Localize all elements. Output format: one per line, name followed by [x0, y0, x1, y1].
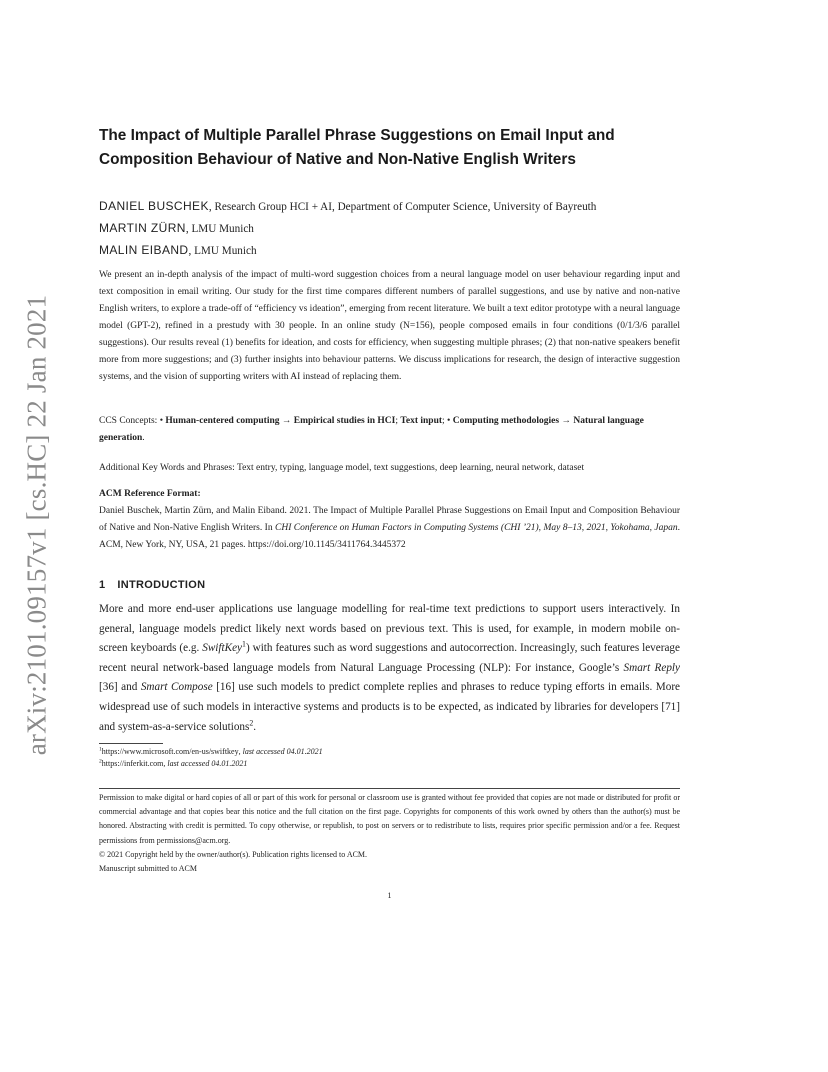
author-affiliation: , LMU Munich — [188, 245, 257, 257]
section-title: INTRODUCTION — [117, 579, 206, 591]
footnote-note: , last accessed 04.01.2021 — [238, 747, 323, 756]
permission-divider — [99, 788, 680, 789]
footnote-note: , last accessed 04.01.2021 — [163, 758, 248, 768]
author-affiliation: , LMU Munich — [185, 223, 254, 235]
author-line — [99, 240, 680, 262]
ccs-separator: ; • — [442, 416, 453, 426]
manuscript-text: Manuscript submitted to ACM — [99, 864, 197, 874]
paper-title: The Impact of Multiple Parallel Phrase Suggestions on Email Input and Composition Behaviour of Native and Non-Native English Writers — [99, 127, 615, 168]
ccs-prefix: CCS Concepts: • — [99, 416, 166, 426]
footnote-mark: 2 — [99, 757, 102, 764]
arxiv-stamp-text: arXiv:2101.09157v1 [cs.HC] 22 Jan 2021 — [21, 294, 52, 756]
footnote-divider — [99, 743, 163, 744]
author-name: MALIN EIBAND — [99, 243, 189, 257]
ccs-end: . — [142, 433, 145, 443]
ccs-concept: Human-centered computing — [165, 416, 280, 426]
intro-paragraph — [99, 600, 680, 737]
section-number: 1 — [99, 579, 106, 591]
copyright-text: © 2021 Copyright held by the owner/author(s). Publication rights licensed to ACM. — [99, 849, 368, 859]
ccs-concept: Natural language generation — [99, 416, 644, 443]
author-affiliation: , Research Group HCI + AI, Department of Computer Science, University of Bayreuth — [208, 201, 597, 213]
footnote-url[interactable]: https://www.microsoft.com/en-us/swiftkey — [101, 747, 239, 756]
acm-reference — [99, 486, 680, 554]
author-name: DANIEL BUSCHEK — [99, 199, 209, 213]
author-line — [99, 196, 680, 218]
intro-text: [36] and — [99, 681, 141, 694]
intro-smart-reply: Smart Reply — [623, 661, 680, 674]
intro-text: ) with features such as word suggestions and autocorrection. Increasingly, such features leverage recent neural network-based language models from Natural Language Processing (NLP): For instance, Google’s — [99, 642, 680, 674]
acm-reference-part2: . ACM, New York, NY, USA, 21 pages. https://doi.org/10.1145/3411764.3445372 — [99, 523, 680, 550]
page-number: 1 — [387, 891, 392, 900]
ccs-concept: Computing methodologies — [452, 416, 560, 426]
ccs-concepts — [99, 413, 680, 447]
arxiv-stamp — [20, 290, 54, 760]
footnote-url[interactable]: https://inferkit.com — [101, 758, 164, 768]
footnote-mark: 1 — [99, 746, 102, 753]
section-heading — [99, 579, 680, 591]
keywords: Additional Key Words and Phrases: Text entry, typing, language model, text suggestions, deep learning, neural network, dataset — [99, 463, 585, 473]
ccs-arrow: → — [559, 416, 574, 426]
footnote — [99, 758, 680, 770]
footnotes — [99, 746, 680, 769]
acm-reference-venue: CHI Conference on Human Factors in Computing Systems (CHI ’21), May 8–13, 2021, Yokohama, Japan — [275, 523, 678, 533]
footnote — [99, 746, 680, 758]
ccs-arrow: → — [279, 416, 294, 426]
abstract: We present an in-depth analysis of the impact of multi-word suggestion choices from a neural language model on user behaviour regarding input and text composition in email writing. Our study for the first time compares different numbers of parallel suggestions, and use by native and non-native English writers, to explore a trade-off of “efficiency vs ideation”, emerging from recent literature. We built a text editor prototype with a neural language model (GPT-2), refined in a prestudy with 30 people. In an online study (N=156), people composed emails in four conditions (0/1/3/6 parallel suggestions). Our results reveal (1) benefits for ideation, and costs for efficiency, when suggesting multiple phrases; (2) that non-native speakers benefit more from more suggestions; and (3) further insights into behaviour patterns. We discuss implications for research, the design of interactive suggestion systems, and the vision of supporting writers with AI instead of replacing them. — [99, 270, 680, 382]
ccs-concept: Empirical studies in HCI — [293, 416, 396, 426]
intro-swiftkey: SwiftKey — [202, 642, 243, 655]
permission-text: Permission to make digital or hard copies of all or part of this work for personal or classroom use is granted without fee provided that copies are not made or distributed for profit or commercial advantage and that copies bear this notice and the full citation on the first page. Copyrights for components of this work owned by others than the author(s) must be honored. Abstracting with credit is permitted. To copy otherwise, or republish, to post on servers or to redistribute to lists, requires prior specific permission and/or a fee. Request permissions from permissions@acm.org. — [99, 793, 680, 845]
author-name: MARTIN ZÜRN — [99, 221, 186, 235]
intro-text: [16] use such models to predict complete replies and phrases to reduce typing efforts in emails. More widespread use of such models in interactive systems and products is to be expected, as indicated by libraries for developers [71] and system-as-a-service solutions — [99, 681, 681, 733]
author-line — [99, 218, 680, 240]
acm-reference-part1: Daniel Buschek, Martin Zürn, and Malin Eiband. 2021. The Impact of Multiple Parallel Phrase Suggestions on Email Input and Composition Behaviour of Native and Non-Native English Writers. In — [99, 506, 680, 533]
acm-reference-heading: ACM Reference Format: — [99, 489, 201, 499]
intro-text: . — [253, 720, 257, 733]
intro-smart-compose: Smart Compose — [140, 681, 213, 694]
acm-reference-body — [99, 503, 680, 554]
author-list — [99, 196, 680, 262]
ccs-separator: ; — [395, 416, 401, 426]
footnote-marker[interactable]: 1 — [242, 639, 246, 649]
intro-text: More and more end-user applications use language modelling for real-time text predictions to support users interactively. In general, language models predict likely next words based on previous text. This is used, for example, in modern mobile on-screen keyboards (e.g. — [99, 603, 680, 655]
permission-block — [99, 791, 680, 876]
ccs-concept: Text input — [400, 416, 443, 426]
footnote-marker[interactable]: 2 — [249, 717, 254, 727]
